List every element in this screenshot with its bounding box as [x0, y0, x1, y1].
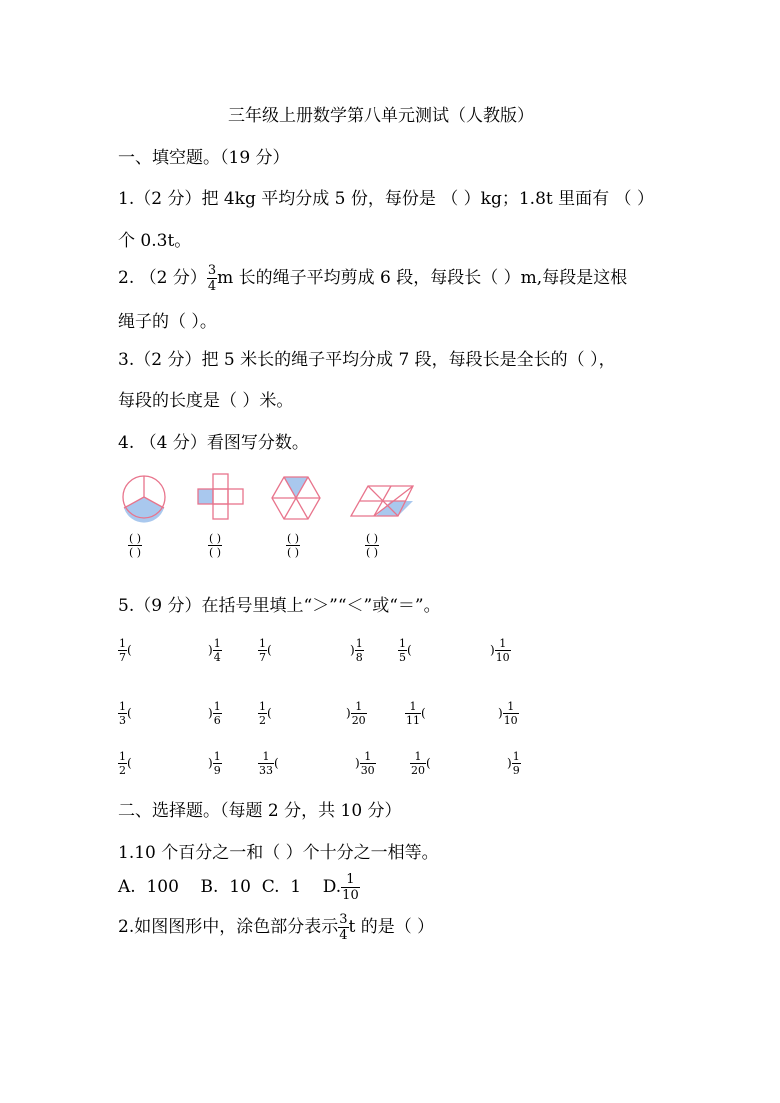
open-paren: ( [267, 643, 272, 657]
frac-numerator: 1 [259, 637, 266, 650]
frac-denominator: 10 [503, 714, 518, 727]
fraction-three-quarters [207, 264, 217, 293]
choice-q1-options [118, 873, 360, 902]
compare-row-1-item-3-right [490, 638, 511, 663]
frac-denominator: 7 [119, 651, 126, 664]
open-paren: ( [274, 756, 279, 770]
q4-figures [110, 470, 430, 570]
hexagon-sixths-figure [272, 477, 320, 519]
frac-numerator: 1 [507, 700, 515, 713]
fraction-three-quarters-2 [338, 913, 348, 942]
frac-numerator: 1 [399, 637, 406, 650]
fraction-one-tenth [341, 873, 360, 902]
frac-denominator: 10 [342, 888, 359, 903]
frac-denominator: 4 [213, 651, 221, 664]
frac-denominator: 7 [259, 651, 266, 664]
frac-numerator: 1 [262, 750, 270, 763]
frac-denominator: 11 [406, 714, 420, 727]
compare-row-1-item-3 [398, 638, 412, 663]
compare-row-2-item-3 [405, 701, 426, 726]
section-fill-heading: 一、填空题。（19 分） [118, 148, 290, 168]
close-paren: ) [490, 643, 495, 657]
frac-denominator: 3 [119, 714, 126, 727]
compare-row-2-item-3-right [498, 701, 519, 726]
frac-denominator: 20 [351, 714, 366, 727]
fill-q3-line1: 3.（2 分）把 5 米长的绳子平均分成 7 段，每段长是全长的（ ）， [118, 350, 616, 370]
close-paren: ) [208, 756, 213, 770]
frac-numerator: 1 [259, 700, 266, 713]
close-paren: ) [507, 756, 512, 770]
frac-denominator: 4 [339, 928, 348, 943]
frac-numerator: 3 [339, 912, 348, 927]
fill-q1-line2: 个 0.3t。 [118, 231, 192, 251]
frac-numerator: 1 [119, 637, 126, 650]
blank-bottom: ( ) [129, 546, 142, 559]
fill-q2-suffix: m 长的绳子平均剪成 6 段，每段长（ ）m,每段是这根 [217, 268, 628, 288]
compare-row-1-item-2-right [350, 638, 364, 663]
frac-numerator: 1 [512, 750, 520, 763]
compare-row-3-item-2-right [355, 751, 376, 776]
answer-blank-2[interactable] [208, 533, 222, 558]
frac-numerator: 1 [213, 700, 221, 713]
choice-q2-suffix: t 的是（ ） [348, 917, 435, 937]
compare-row-1-item-1-right [208, 638, 222, 663]
close-paren: ) [346, 706, 351, 720]
frac-numerator: 1 [414, 750, 422, 763]
open-paren: ( [127, 706, 132, 720]
blank-top: ( ) [209, 532, 222, 545]
fill-q5: 5.（9 分）在括号里填上“＞”“＜”或“＝”。 [118, 596, 441, 616]
close-paren: ) [498, 706, 503, 720]
circle-thirds-figure [123, 476, 165, 523]
frac-denominator: 2 [259, 714, 266, 727]
section-choice-heading: 二、选择题。（每题 2 分，共 10 分） [118, 801, 402, 821]
blank-top: ( ) [366, 532, 379, 545]
blank-bottom: ( ) [366, 546, 379, 559]
fill-q2-line1 [118, 264, 627, 293]
frac-numerator: 1 [364, 750, 372, 763]
fill-q1-line1: 1.（2 分）把 4kg 平均分成 5 份，每份是 （ ）kg；1.8t 里面有 （ ） [118, 189, 654, 209]
choice-q1: 1.10 个百分之一和（ ）个十分之一相等。 [118, 843, 439, 863]
cross-squares-figure [198, 474, 243, 519]
frac-denominator: 6 [213, 714, 221, 727]
frac-denominator: 9 [512, 764, 520, 777]
answer-blank-1[interactable] [128, 533, 142, 558]
compare-row-1-item-2 [258, 638, 272, 663]
frac-denominator: 2 [119, 764, 126, 777]
compare-row-3-item-1 [118, 751, 132, 776]
blank-top: ( ) [129, 532, 142, 545]
open-paren: ( [127, 756, 132, 770]
fill-q4: 4. （4 分）看图写分数。 [118, 433, 309, 453]
choice-q1-options-text: A. 100 B. 10 C. 1 D. [118, 877, 342, 897]
frac-denominator: 5 [399, 651, 406, 664]
compare-row-3-item-1-right [208, 751, 222, 776]
close-paren: ) [208, 643, 213, 657]
open-paren: ( [407, 643, 412, 657]
choice-q2 [118, 913, 434, 942]
compare-row-2-item-2-right [346, 701, 367, 726]
close-paren: ) [208, 706, 213, 720]
fill-q2-line2: 绳子的（ ）。 [118, 312, 217, 332]
compare-row-2-item-1 [118, 701, 132, 726]
frac-numerator: 1 [346, 872, 355, 887]
compare-row-1-item-1 [118, 638, 132, 663]
fill-q3-line2: 每段的长度是（ ）米。 [118, 391, 294, 411]
compare-row-3-item-2 [258, 751, 279, 776]
frac-numerator: 3 [207, 263, 217, 278]
open-paren: ( [421, 706, 426, 720]
answer-blank-4[interactable] [365, 533, 379, 558]
open-paren: ( [267, 706, 272, 720]
blank-top: ( ) [287, 532, 300, 545]
close-paren: ) [355, 756, 360, 770]
blank-bottom: ( ) [209, 546, 222, 559]
page-title: 三年级上册数学第八单元测试（人教版） [228, 106, 534, 126]
compare-row-3-item-3 [410, 751, 431, 776]
frac-numerator: 1 [213, 637, 221, 650]
frac-denominator: 10 [495, 651, 510, 664]
frac-numerator: 1 [409, 700, 417, 713]
frac-denominator: 33 [259, 764, 273, 777]
compare-row-2-item-2 [258, 701, 272, 726]
compare-row-2-item-1-right [208, 701, 222, 726]
frac-numerator: 1 [119, 750, 126, 763]
parallelogram-figure [351, 486, 413, 516]
open-paren: ( [127, 643, 132, 657]
fill-q2-prefix: 2. （2 分） [118, 268, 207, 288]
frac-numerator: 1 [213, 750, 221, 763]
compare-row-3-item-3-right [507, 751, 521, 776]
frac-denominator: 9 [213, 764, 221, 777]
frac-denominator: 20 [411, 764, 425, 777]
frac-numerator: 1 [499, 637, 507, 650]
frac-numerator: 1 [355, 637, 363, 650]
frac-numerator: 1 [119, 700, 126, 713]
blank-bottom: ( ) [287, 546, 300, 559]
frac-denominator: 30 [360, 764, 375, 777]
frac-numerator: 1 [355, 700, 363, 713]
close-paren: ) [350, 643, 355, 657]
choice-q2-prefix: 2.如图图形中，涂色部分表示 [118, 917, 339, 937]
frac-denominator: 8 [355, 651, 363, 664]
answer-blank-3[interactable] [286, 533, 300, 558]
open-paren: ( [426, 756, 431, 770]
frac-denominator: 4 [207, 279, 217, 294]
